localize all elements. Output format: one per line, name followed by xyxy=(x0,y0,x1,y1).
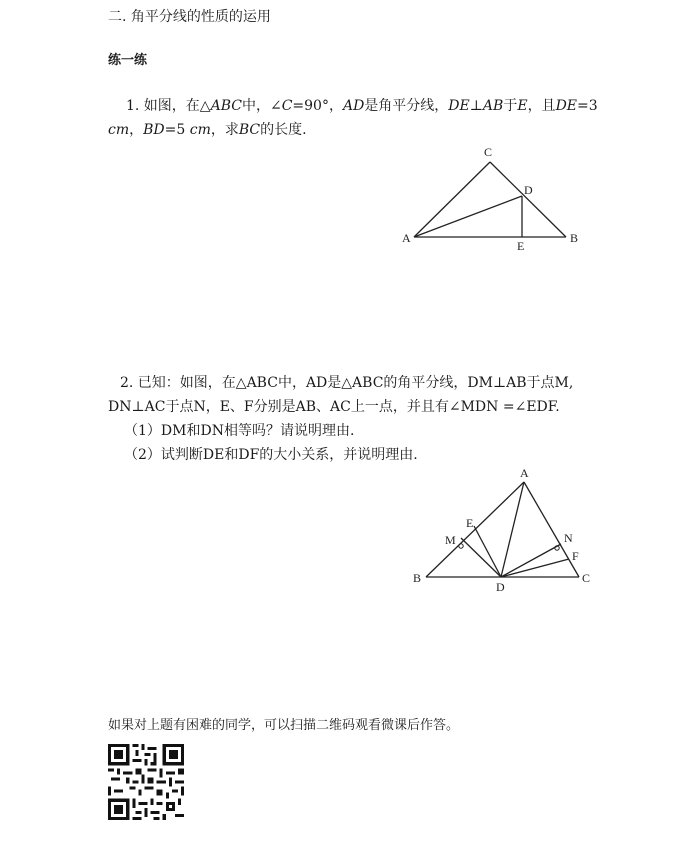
text-span: =90°， xyxy=(292,98,343,114)
subtitle: 练一练 xyxy=(108,53,148,68)
text-span: 是角平分线， xyxy=(364,98,449,114)
point-b2-label: B xyxy=(413,571,422,585)
problem2-line2: DN⊥AC于点N，E、F分别是AB、AC上一点，并且有∠MDN =∠EDF. xyxy=(108,399,560,415)
point-e-label: E xyxy=(517,239,525,253)
point-m-label: M xyxy=(445,533,456,547)
point-c-label: C xyxy=(484,145,493,159)
segment-cb xyxy=(490,162,566,237)
text-span: 于 xyxy=(503,98,518,114)
problem2-question1: （1）DM和DN相等吗？请说明理由. xyxy=(124,423,355,439)
point-b-label: B xyxy=(570,231,579,245)
point-a2-label: A xyxy=(520,466,529,480)
problem2-question2: （2）试判断DE和DF的大小关系，并说明理由. xyxy=(124,447,418,463)
text-span: 中，∠ xyxy=(241,98,282,114)
segment-ba xyxy=(426,482,524,577)
segment-dn xyxy=(501,544,561,577)
segment-ad xyxy=(501,482,524,577)
point-d-label: D xyxy=(524,183,533,197)
text-span: ，求 xyxy=(210,122,239,138)
segment-name: AD xyxy=(342,98,365,114)
point-f-label: F xyxy=(572,549,579,563)
unit: cm xyxy=(108,122,130,138)
angle-name: C xyxy=(281,98,293,114)
segment-name: BD xyxy=(143,122,165,138)
text-span: ， xyxy=(129,122,144,138)
problem2-line1: 2. 已知：如图，在△ABC中，AD是△ABC的角平分线，DM⊥AB于点M, xyxy=(120,375,574,391)
point-n-label: N xyxy=(564,531,573,545)
segment-name: AB xyxy=(482,98,504,114)
qr-code-image xyxy=(108,744,184,820)
point-d2-label: D xyxy=(496,580,505,594)
perp-symbol: ⊥ xyxy=(469,98,483,114)
text-span: 的长度. xyxy=(260,122,307,138)
section-title: 二. 角平分线的性质的运用 xyxy=(108,9,271,25)
point-name: E xyxy=(517,98,528,114)
segment-name: DE xyxy=(448,98,470,114)
segment-ac xyxy=(414,162,490,237)
segment-dm xyxy=(461,538,501,577)
point-a-label: A xyxy=(402,231,411,245)
text-span: 1. 如图，在△ xyxy=(126,98,211,114)
qr-code[interactable] xyxy=(108,744,184,820)
point-e2-label: E xyxy=(466,516,474,530)
segment-name: BC xyxy=(238,122,261,138)
right-angle-mark-m xyxy=(459,544,463,548)
triangle-name: ABC xyxy=(210,98,242,114)
text-span: ，且 xyxy=(527,98,556,114)
unit: cm xyxy=(189,122,211,138)
text-span: =5 xyxy=(164,122,190,138)
segment-df xyxy=(501,559,569,577)
segment-ad xyxy=(414,196,522,237)
segment-de xyxy=(474,526,501,577)
footer-text: 如果对上题有困难的同学，可以扫描二维码观看微课后作答。 xyxy=(108,718,460,733)
text-span: =3 xyxy=(577,98,598,114)
segment-name: DE xyxy=(555,98,578,114)
point-c2-label: C xyxy=(582,571,591,585)
segment-ac xyxy=(524,482,579,577)
